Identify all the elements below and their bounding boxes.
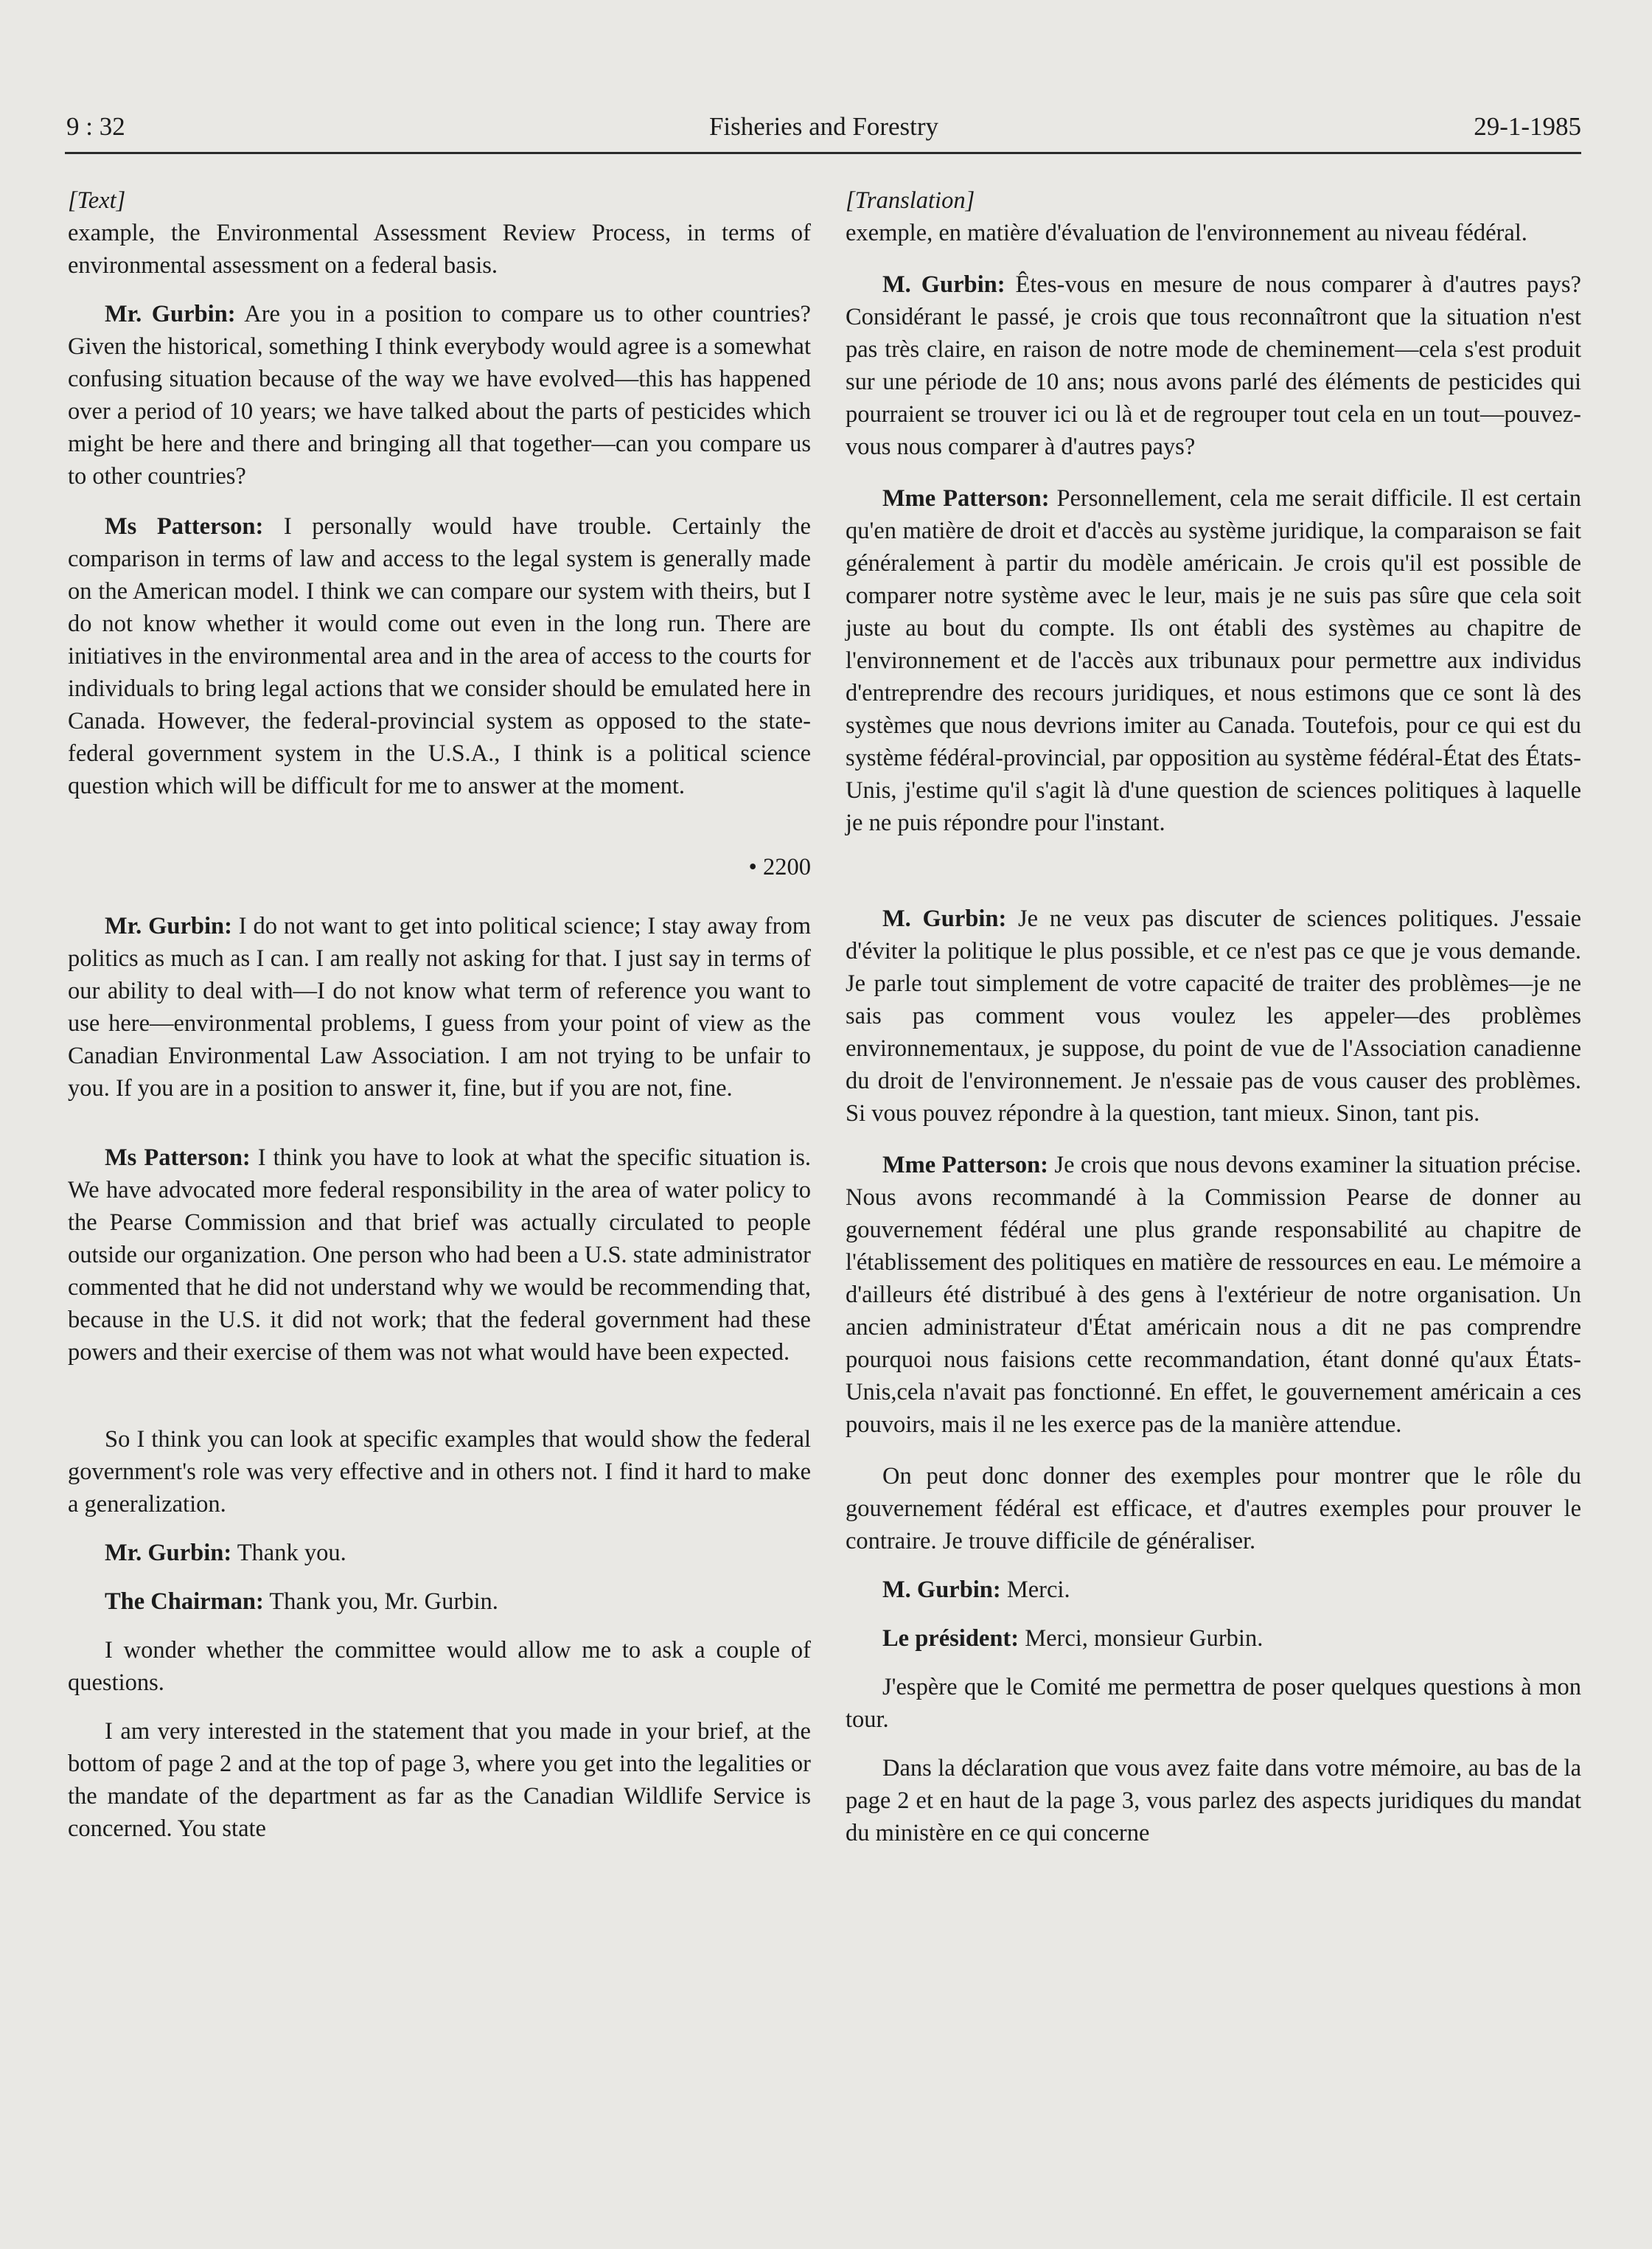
speaker-name: M. Gurbin: bbox=[882, 1577, 1001, 1603]
speaker-paragraph: Mme Patterson: Je crois que nous devons examiner la situation précise. Nous avons recommandé à la Commission Pearse de donner au gouvernement fédéral une plus grande responsabilité au chapitre de l'établissement des politiques en matière de ressources en eau. Le mémoire a d'ailleurs été distribué à des gens à l'extérieur de notre organisation. Un ancien administrateur d'État américain nous a dit ne pas comprendre pourquoi nous faisions cette recommandation, étant donné qu'aux États-Unis,cela n'avait pas fonctionné. En effet, le gouvernement américain a ces pouvoirs, mais il ne les exerce pas de la manière attendue. bbox=[846, 1152, 1581, 1438]
speaker-name: M. Gurbin: bbox=[882, 271, 1006, 298]
speaker-name: Ms Patterson: bbox=[105, 1144, 251, 1171]
speaker-paragraph: Ms Patterson: I think you have to look at what the specific situation is. We have advocated more federal responsibility in the area of water policy to the Pearse Commission and that brief was actually circulated to people outside our organization. One person who had been a U.S. state administrator commented that he did not understand why we would be recommending that, because in the U.S. it did not work; that the federal government had these powers and their exercise of them was not what would have been expected. bbox=[68, 1144, 811, 1366]
speaker-paragraph: M. Gurbin: Merci. bbox=[882, 1577, 1070, 1603]
header-rule bbox=[65, 152, 1581, 154]
paragraph: J'espère que le Comité me permettra de poser quelques questions à mon tour. bbox=[846, 1674, 1581, 1733]
paragraph: Dans la déclaration que vous avez faite dans votre mémoire, au bas de la page 2 et en haut de la page 3, vous parlez des aspects juridiques du mandat du ministère en ce qui concerne bbox=[846, 1755, 1581, 1846]
paragraph: On peut donc donner des exemples pour montrer que le rôle du gouvernement fédéral est efficace, et d'autres exemples pour prouver le contraire. Je trouve difficile de généraliser. bbox=[846, 1463, 1581, 1554]
paragraph: I wonder whether the committee would allow me to ask a couple of questions. bbox=[68, 1637, 811, 1696]
column-tag: [Translation] bbox=[846, 187, 975, 214]
french-column bbox=[846, 184, 1581, 1866]
page-date: 29-1-1985 bbox=[1474, 112, 1581, 141]
speaker-paragraph: Mr. Gurbin: Thank you. bbox=[105, 1540, 346, 1566]
column-tag: [Text] bbox=[68, 187, 126, 214]
speaker-name: Mme Patterson: bbox=[882, 485, 1050, 512]
paragraph: So I think you can look at specific examples that would show the federal government's role was very effective and in others not. I find it hard to make a generalization. bbox=[68, 1426, 811, 1518]
speaker-paragraph: Mme Patterson: Personnellement, cela me serait difficile. Il est certain qu'en matière de droit et d'accès au système juridique, la comparaison se fait généralement à partir du modèle américain. Je crois qu'il est possible de comparer notre système avec le leur, mais je ne suis pas sûre que cela soit juste au bout du compte. Ils ont établi des systèmes au chapitre de l'environnement et de l'accès aux tribunaux pour permettre aux individus d'entreprendre des recours juridiques, et nous estimons que ce sont là des systèmes que nous devrions imiter au Canada. Toutefois, pour ce qui est du système fédéral-provincial, par opposition au système fédéral-État des États-Unis, j'estime qu'il s'agit là d'une question de sciences politiques à laquelle je ne puis répondre pour l'instant. bbox=[846, 485, 1581, 836]
speaker-paragraph: Mr. Gurbin: I do not want to get into political science; I stay away from politics as much as I can. I am really not asking for that. I just say in terms of our ability to deal with—I do not know what term of reference you want to use here—environmental problems, I guess from your point of view as the Canadian Environmental Law Association. I am not trying to be unfair to you. If you are in a position to answer it, fine, but if you are not, fine. bbox=[68, 913, 811, 1102]
page-number: 9 : 32 bbox=[66, 112, 125, 141]
page-title: Fisheries and Forestry bbox=[708, 112, 939, 141]
speaker-name: Mr. Gurbin: bbox=[105, 1540, 232, 1566]
speaker-name: The Chairman: bbox=[105, 1588, 264, 1615]
speaker-name: Ms Patterson: bbox=[105, 513, 264, 540]
paragraph: example, the Environmental Assessment Review Process, in terms of environmental assessment on a federal basis. bbox=[68, 220, 811, 279]
speaker-paragraph: Le président: Merci, monsieur Gurbin. bbox=[882, 1625, 1264, 1652]
speaker-paragraph: The Chairman: Thank you, Mr. Gurbin. bbox=[105, 1588, 498, 1615]
speaker-name: Le président: bbox=[882, 1625, 1020, 1652]
speaker-name: M. Gurbin: bbox=[882, 905, 1007, 932]
speaker-paragraph: Ms Patterson: I personally would have trouble. Certainly the comparison in terms of law and access to the legal system is generally made on the American model. I think we can compare our system with theirs, but I do not know whether it would come out even in the long run. There are initiatives in the environmental area and in the area of access to the courts for individuals to bring legal actions that we consider should be emulated here in Canada. However, the federal-provincial system as opposed to the state-federal government system in the U.S.A., I think is a political science question which will be difficult for me to answer at the moment. bbox=[68, 513, 811, 799]
speaker-name: Mr. Gurbin: bbox=[105, 301, 236, 327]
english-column bbox=[68, 184, 811, 1861]
time-marker: • 2200 bbox=[748, 854, 811, 880]
speaker-name: Mr. Gurbin: bbox=[105, 913, 232, 939]
speaker-paragraph: M. Gurbin: Je ne veux pas discuter de sciences politiques. J'essaie d'éviter la politique le plus possible, et ce n'est pas ce que je vous demande. Je parle tout simplement de votre capacité de traiter des problèmes—je ne sais pas comment vous voulez les appeler—des problèmes environnementaux, je suppose, du point de vue de l'Association canadienne du droit de l'environnement. Je n'essaie pas de vous causer des problèmes. Si vous pouvez répondre à la question, tant mieux. Sinon, tant pis. bbox=[846, 905, 1581, 1127]
paragraph: exemple, en matière d'évaluation de l'environnement au niveau fédéral. bbox=[846, 220, 1527, 246]
speaker-paragraph: Mr. Gurbin: Are you in a position to compare us to other countries? Given the historical, something I think everybody would agree is a somewhat confusing situation because of the way we have evolved—this has happened over a period of 10 years; we have talked about the parts of pesticides which might be here and there and bringing all that together—can you compare us to other countries? bbox=[68, 301, 811, 490]
speaker-name: Mme Patterson: bbox=[882, 1152, 1048, 1178]
page-header bbox=[66, 112, 1581, 155]
paragraph: I am very interested in the statement that you made in your brief, at the bottom of page 2 and at the top of page 3, where you get into the legalities or the mandate of the department as far as the Canadian Wildlife Service is concerned. You state bbox=[68, 1718, 811, 1842]
speaker-paragraph: M. Gurbin: Êtes-vous en mesure de nous comparer à d'autres pays? Considérant le passé, je crois que tous reconnaîtront que la situation n'est pas très claire, en raison de notre mode de cheminement—cela s'est produit sur une période de 10 ans; nous avons parlé des éléments de pesticides qui pourraient se trouver ici ou là et de regrouper tout cela en un tout—pouvez-vous nous comparer à d'autres pays? bbox=[846, 271, 1581, 460]
